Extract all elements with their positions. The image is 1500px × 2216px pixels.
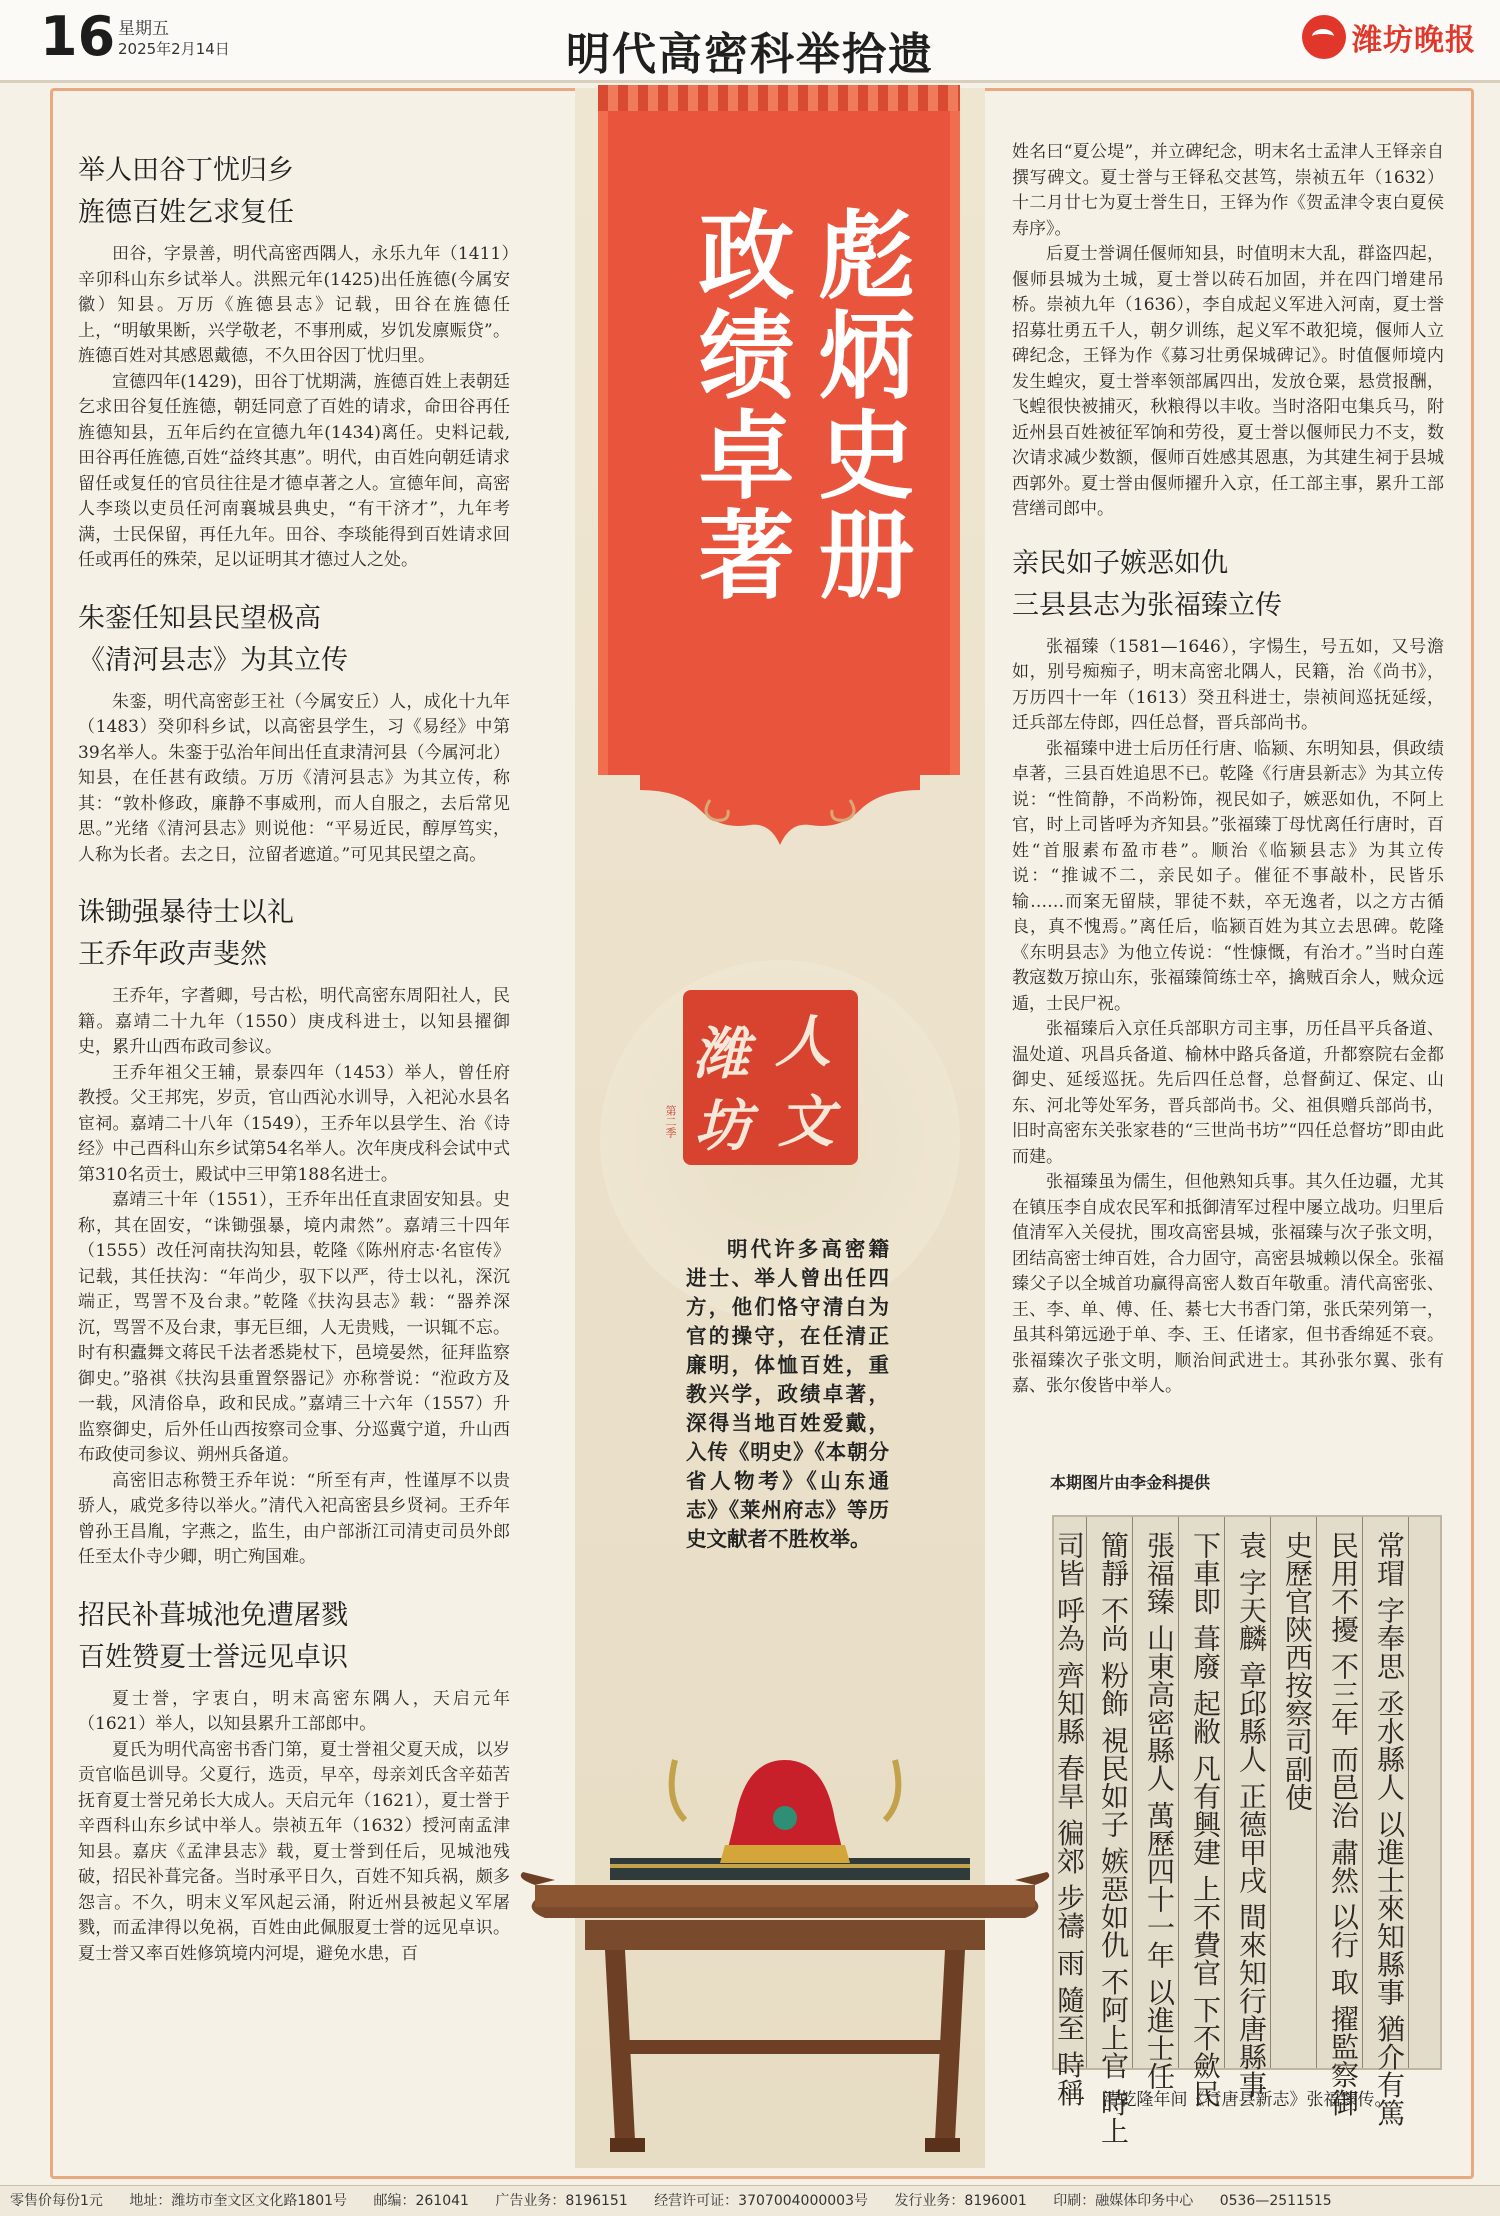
brand-name: 潍坊晚报 bbox=[1352, 23, 1476, 58]
brand-logo-icon bbox=[1302, 15, 1346, 59]
footer-item: 发行业务：8196001 bbox=[894, 2193, 1027, 2209]
section-title: 举人田谷丁忧归乡 bbox=[78, 155, 294, 186]
footer-item: 广告业务：8196151 bbox=[495, 2193, 628, 2209]
photo-caption: 清乾隆年间《行唐县新志》张福臻传。 bbox=[1102, 2090, 1392, 2110]
section-title: 亲民如子嫉恶如仇 bbox=[1012, 547, 1228, 579]
footer-item: 邮编：261041 bbox=[373, 2193, 469, 2209]
seal-edition: 第二季 bbox=[664, 1105, 677, 1138]
seal-char: 潍 bbox=[693, 1021, 749, 1087]
banner-scroll-ornament bbox=[640, 770, 920, 850]
paragraph: 后夏士誉调任偃师知县，时值明末大乱，群盗四起，偃师县城为土城，夏士誉以砖石加固，并在四门增建吊桥。崇祯九年（1636），李自成起义军进入河南，夏士誉招募壮勇五千人，朝夕训练，起义军不敢犯境，偃师人立碑纪念，王铎为作《募习壮勇保城碑记》。时值偃师境内发生蝗灾，夏士誉率领部属四出，发放仓粟，悬赏报酬，飞蝗很快被捕灭，秋粮得以丰收。当时洛阳屯集兵马，附近州县百姓被征军饷和劳役，夏士誉以偃师民力不支，数次请求减少数额，偃师百姓感其恩惠，为其建生祠于县城西郭外。夏士誉由偃师擢升入京，任工部主事，累升工部营缮司郎中。 bbox=[1012, 244, 1444, 519]
page-title: 明代高密科举拾遗 bbox=[566, 29, 934, 80]
paragraph: 夏士誉，字衷白，明末高密东隅人，天启元年（1621）举人，以知县累升工部郎中。 bbox=[78, 1688, 510, 1734]
issue-date: 2025年2月14日 bbox=[118, 40, 230, 58]
photo-text-column: 張福臻 山東高密縣人 萬歷四十一年 以進士任 bbox=[1143, 1531, 1176, 2090]
right-column bbox=[1012, 140, 1444, 1400]
section-title: 招民补葺城池免遭屠戮 bbox=[78, 1599, 348, 1631]
left-column bbox=[78, 150, 510, 1967]
paragraph: 张福臻后入京任兵部职方司主事，历任昌平兵备道、温处道、巩昌兵备道、榆林中路兵备道，升都察院右金都御史、延绥巡抚。先后四任总督，总督蓟辽、保定、山东、河北等处军务，晋兵部尚书。父、祖俱赠兵部尚书，旧时高密东关张家巷的“三世尚书坊”“四任总督坊”即由此而建。 bbox=[1012, 1019, 1444, 1167]
footer-item: 0536—2511515 bbox=[1219, 2193, 1332, 2209]
paragraph: 嘉靖三十年（1551），王乔年出任直隶固安知县。史称，其在固安，“诛锄强暴，境内肃然”。嘉靖三十四年（1555）改任河南扶沟知县，乾隆《陈州府志·名宦传》记载，其任扶沟：“年尚少，驭下以严，待士以礼，深沉端正，骂詈不及台隶。”乾隆《扶沟县志》载：“器养深沉，骂詈不及台隶，事无巨细，人无贵贱，一识辄不忘。时有积蠹舞文蒋民千法者悉毙杖下，邑境晏然，征拜监察御史。”骆祺《扶沟县重置祭器记》亦称誉说：“涖政方及一载，风清俗阜，政和民成。”嘉靖三十六年（1557）升监察御史，后外任山西按察司佥事、分巡冀宁道，升山西布政使司参议、朔州兵备道。 bbox=[78, 1190, 510, 1465]
page-number: 16 bbox=[40, 5, 116, 68]
paragraph: 朱銮，明代高密彭王社（今属安丘）人，成化十九年（1483）癸卯科乡试，以高密县学生，习《易经》中第39名举人。朱銮于弘治年间出任直隶清河县（今属河北）知县，在任甚有政绩。万历《清河县志》为其立传，称其：“敦朴修政，廉静不事威刑，而人自服之，去后常见思。”光绪《清河县志》则说他：“平易近民，醇厚笃实，人称为长者。去之日，泣留者遮道。”可见其民望之高。 bbox=[78, 691, 510, 865]
paragraph: 张福臻虽为儒生，但他熟知兵事。其久任边疆，尤其在镇压李自成农民军和抵御清军过程中屡立战功。归里后值清军入关侵扰，围攻高密县城，张福臻与次子张文明，团结高密士绅百姓，合力固守，高密县城赖以保全。张福臻父子以全城首功赢得高密人数百年敬重。清代高密张、王、李、单、傅、任、綦七大书香门第，张氏荣列第一，虽其科第远逊于单、李、王、任诸家，但书香绵延不衰。张福臻次子张文明，顺治间武进士。其孙张尔翼、张有嘉、张尔俊皆中举人。 bbox=[1012, 1172, 1444, 1396]
paragraph: 王乔年祖父王辅，景泰四年（1453）举人，曾任府教授。父王邦宪，岁贡，官山西沁水训导，入祀沁水县名宦祠。嘉靖二十八年（1549），王乔年以县学生、治《诗经》中己酉科山东乡试第54名举人。次年庚戌科会试中式第310名贡士，殿试中三甲第188名进士。 bbox=[78, 1062, 510, 1185]
table-hat-illustration bbox=[515, 1760, 1055, 2160]
paragraph: 田谷，字景善，明代高密西隅人，永乐九年（1411）辛卯科山东乡试举人。洪熙元年(1425)出任旌德(今属安徽）知县。万历《旌德县志》记载，田谷在旌德任上，“明敏果断，兴学敬老，不事刑威，岁饥发廪赈贷”。旌德百姓对其感恩戴德，不久田谷因丁忧归里。 bbox=[78, 244, 510, 366]
section-subtitle: 百姓赞夏士誉远见卓识 bbox=[78, 1641, 348, 1673]
article-section bbox=[78, 150, 510, 574]
banner-pattern bbox=[598, 85, 960, 111]
photo-text-column: 民用不擾 不三年 而邑治 肅然 以行 取 擢監察御 bbox=[1327, 1531, 1360, 2117]
intro-text: 明代许多高密籍进士、举人曾出任四方，他们恪守清白为官的操守，在任清正廉明，体恤百姓，重教兴学，政绩卓著，深得当地百姓爱戴，入传《明史》《本朝分省人物考》《山东通志》《莱州府志》等历史文献者不胜枚举。 bbox=[686, 1237, 889, 1551]
paragraph: 宣德四年(1429)，田谷丁忧期满，旌德百姓上表朝廷乞求田谷复任旌德，朝廷同意了百姓的请求，命田谷再任旌德知县，五年后约在宣德九年(1434)离任。史料记载,田谷再任旌德,百姓“益终其惠”。明代，由百姓向朝廷请求留任或复任的官员往往是才德卓著之人。宣德年间，高密人李琰以吏员任河南襄城县典史，“有干济才”，九年考满，士民保留，再任九年。田谷、李琰能得到百姓请求回任或再任的殊荣，足以证明其才德过人之处。 bbox=[78, 371, 510, 570]
section-subtitle: 三县县志为张福臻立传 bbox=[1012, 589, 1282, 621]
page-footer bbox=[0, 2185, 1500, 2216]
section-subtitle: 王乔年政声斐然 bbox=[78, 939, 267, 970]
seal-char: 人 bbox=[775, 1009, 831, 1075]
footer-item: 经营许可证：3707004000003号 bbox=[654, 2193, 868, 2209]
footer-item: 印刷：融媒体印务中心 bbox=[1053, 2193, 1194, 2209]
seal-char: 坊 bbox=[695, 1093, 751, 1159]
footer-item: 零售价每份1元 bbox=[10, 2193, 103, 2209]
article-section bbox=[1012, 543, 1444, 1400]
photo-text-column: 簡靜 不尚 粉飾 視民如子 嫉惡如仇 不阿上官 時上 bbox=[1097, 1531, 1130, 2145]
section-title: 诛锄强暴待士以礼 bbox=[78, 897, 294, 928]
paragraph: 夏氏为明代高密书香门第，夏士誉祖父夏天成，以岁贡官临邑训导。父夏行，选贡，早卒，母亲刘氏含辛茹苦抚育夏士誉兄弟长大成人。天启元年（1621），夏士誉于辛酉科山东乡试中举人。崇祯五年（1632）授河南孟津知县。嘉庆《孟津县志》载，夏士誉到任后，见城池残破，招民补葺完备。当时承平日久，百姓不知兵祸，颇多怨言。不久，明末义军风起云涌，附近州县被起义军屠戮，而孟津得以免祸，百姓由此佩服夏士誉的远见卓识。夏士誉又率百姓修筑境内河堤，避免水患，百 bbox=[78, 1739, 510, 1964]
banner-title-col1: 彪炳史册 bbox=[803, 205, 915, 605]
title-banner bbox=[598, 85, 960, 775]
article-section bbox=[78, 892, 510, 1571]
paragraph: 姓名曰“夏公堤”，并立碑纪念，明末名士孟津人王铎亲自撰写碑文。夏士誉与王铎私交甚笃，崇祯五年（1632）十二月廿七为夏士誉生日，王铎为作《贺孟津令衷白夏侯寿序》。 bbox=[1012, 142, 1444, 239]
paragraph: 王乔年，字耆卿，号古松，明代高密东周阳社人，民籍。嘉靖二十九年（1550）庚戌科进士，以知县擢御史，累升山西布政司参议。 bbox=[78, 986, 510, 1057]
photo-credit: 本期图片由李金科提供 bbox=[1050, 1473, 1211, 1492]
banner-title-col2: 政绩卓著 bbox=[683, 205, 795, 605]
photo-text-column: 司皆 呼為 齊知縣 春旱 徧郊 步禱 雨 隨至 時稱 bbox=[1053, 1531, 1086, 2107]
photo-text-column: 袁 字天麟 章邱縣人 正德甲戌 間來知行唐縣事 bbox=[1235, 1531, 1268, 2099]
paragraph: 张福臻中进士后历任行唐、临颍、东明知县，俱政绩卓著，三县百姓追思不已。乾隆《行唐县新志》为其立传说：“性简静，不尚粉饰，视民如子，嫉恶如仇，不阿上官，时上司皆呼为齐知县。”张福臻丁母忧离任行唐时，百姓“首服素布盈市巷”。顺治《临颍县志》为其立传说：“推诚不二，亲民如子。催征不事敲朴，民皆乐输……而案无留牍，罪徒不麸，卒无逸者，以之方古循良，真不愧焉。”离任后，临颍百姓为其立去思碑。乾隆《东明县志》为他立传说：“性慷慨，有治才。”当时白莲教寇数万掠山东，张福臻简练士卒，擒贼百余人，贼众远遁，士民尸祝。 bbox=[1012, 738, 1444, 1014]
paragraph: 高密旧志称赞王乔年说：“所至有声，性谨厚不以贵骄人，戚党多待以举火。”清代入祀高密县乡贤祠。王乔年曾孙王昌胤，字燕之，监生，由户部浙江司清吏司员外郎任至太仆寺少卿，明亡殉国难。 bbox=[78, 1470, 510, 1567]
photo-text-column: 下車即 葺廢 起敝 凡有興建 上不費官 下不歛民 bbox=[1189, 1531, 1222, 2108]
seal-char: 文 bbox=[778, 1089, 834, 1155]
footer-item: 地址：潍坊市奎文区文化路1801号 bbox=[129, 2193, 348, 2209]
section-title: 朱銮任知县民望极高 bbox=[78, 602, 321, 634]
section-subtitle: 旌德百姓乞求复任 bbox=[78, 197, 294, 228]
column-seal bbox=[683, 990, 858, 1165]
article-section bbox=[78, 1595, 510, 1968]
weekday: 星期五 bbox=[118, 19, 169, 39]
article-section bbox=[78, 598, 510, 869]
paragraph: 张福臻（1581—1646），字愓生，号五如，又号澹如，别号痴痴子，明末高密北隅人，民籍，治《尚书》，万历四十一年（1613）癸丑科进士，崇祯间巡抚延绥，迁兵部左侍郎，四任总督，晋兵部尚书。 bbox=[1012, 636, 1444, 733]
brand bbox=[1302, 12, 1476, 62]
photo-text-column: 常瑁 字奉思 丞水縣人 以進士來知縣事 猶介有篤 bbox=[1373, 1531, 1406, 2127]
section-subtitle: 《清河县志》为其立传 bbox=[78, 644, 348, 676]
photo-text-column: 史歷官陝西按察司副使 bbox=[1281, 1531, 1314, 1811]
